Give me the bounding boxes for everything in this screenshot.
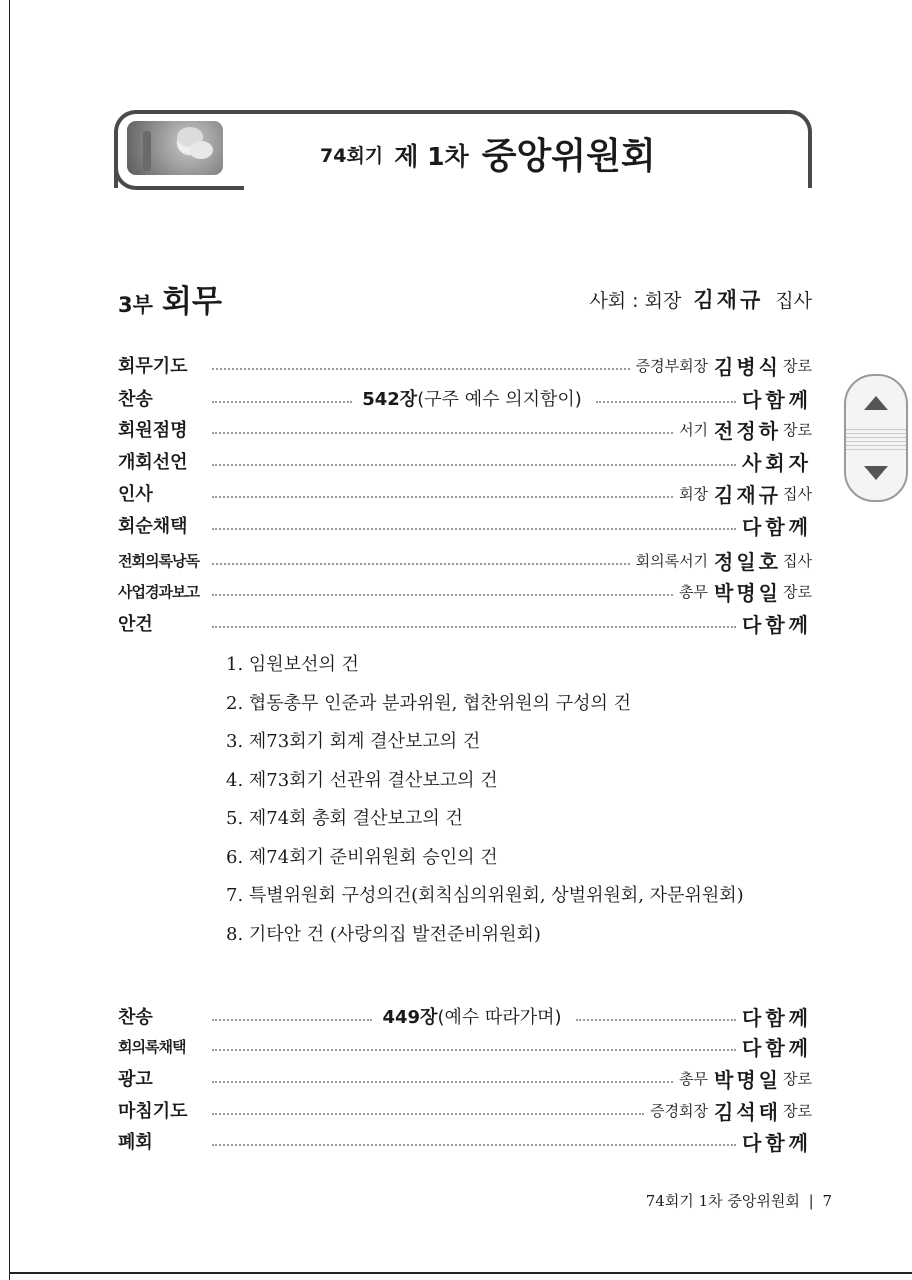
program-row-minutes-reading <box>118 545 812 575</box>
page-footer <box>646 1190 832 1211</box>
title-session: 74회기 <box>320 145 384 167</box>
title-meeting-no: 제 1차 <box>394 142 469 171</box>
hymn-info <box>382 1003 561 1029</box>
row-person: 김석태 <box>714 1099 782 1124</box>
page-number: 7 <box>822 1192 832 1210</box>
dot-leader <box>212 401 352 403</box>
section-heading <box>118 276 222 321</box>
dot-leader <box>212 496 673 498</box>
program-row-progress-report <box>118 576 812 606</box>
row-role: 증경부회장 <box>635 356 709 375</box>
section-name: 회무 <box>162 284 222 320</box>
row-person: 정일호 <box>714 549 782 574</box>
page-left-border <box>9 0 10 1280</box>
row-label: 회순채택 <box>118 516 188 537</box>
program-row-prayer <box>118 350 812 380</box>
agenda-item: 1. 임원보선의 건 <box>226 654 359 675</box>
row-all: 다함께 <box>742 514 812 539</box>
row-person: 김병식 <box>714 354 782 379</box>
dot-leader <box>212 1081 673 1083</box>
row-label: 찬송 <box>118 1007 153 1028</box>
agenda-item: 2. 협동총무 인준과 분과위원, 협찬위원의 구성의 건 <box>226 692 631 714</box>
hymn-number: 542장 <box>362 389 418 410</box>
row-person: 박명일 <box>714 1067 782 1092</box>
hymn-info <box>362 385 582 411</box>
row-role: 총무 <box>679 582 709 601</box>
dot-leader <box>212 1049 736 1051</box>
row-person: 박명일 <box>714 580 782 605</box>
row-suffix: 장로 <box>783 582 812 601</box>
agenda-item: 5. 제74회 총회 결산보고의 건 <box>226 808 463 829</box>
dot-leader <box>212 594 673 596</box>
dot-leader <box>212 368 630 370</box>
row-label: 회의록채택 <box>118 1037 186 1056</box>
agenda-item: 8. 기타안 건 (사랑의집 발전준비위원회) <box>226 923 541 945</box>
closing-row-adjourn <box>118 1126 812 1156</box>
dot-leader <box>212 1113 644 1115</box>
scroll-grip[interactable] <box>846 426 906 452</box>
closing-row-minutes-adopt <box>118 1031 812 1061</box>
dot-leader <box>212 563 630 565</box>
hymn-title: (구주 예수 의지함이) <box>417 389 582 410</box>
presider-line <box>589 284 812 314</box>
dot-leader <box>212 464 736 466</box>
agenda-item: 7. 특별위원회 구성의건(회칙심의위원회, 상벌위원회, 자문위원회) <box>226 885 744 906</box>
dot-leader <box>212 1019 372 1021</box>
program-row-opening <box>118 446 812 476</box>
row-label: 사업경과보고 <box>118 582 199 601</box>
dot-leader <box>576 1019 736 1021</box>
closing-row-closing-prayer <box>118 1095 812 1125</box>
row-suffix: 집사 <box>783 484 812 503</box>
page-bottom-border <box>9 1272 912 1274</box>
program-row-rollcall <box>118 414 812 444</box>
row-role: 총무 <box>679 1069 709 1088</box>
row-suffix: 장로 <box>783 420 812 439</box>
dot-leader <box>212 528 736 530</box>
closing-row-hymn <box>118 1001 812 1031</box>
program-row-agenda-adopt <box>118 510 812 540</box>
agenda-list <box>226 650 744 958</box>
hymn-number: 449장 <box>382 1007 438 1028</box>
row-label: 인사 <box>118 484 153 505</box>
row-all: 다함께 <box>742 612 812 637</box>
presider-label: 사회 : 회장 <box>589 290 682 312</box>
presider-name: 김재규 <box>693 288 764 312</box>
row-role: 증경회장 <box>650 1101 709 1120</box>
row-person: 김재규 <box>714 482 782 507</box>
hymn-title: (예수 따라가며) <box>437 1007 562 1028</box>
dot-leader <box>212 432 673 434</box>
row-label: 광고 <box>118 1069 153 1090</box>
page-scroll-widget <box>844 374 908 502</box>
row-person: 전정하 <box>714 418 782 443</box>
triangle-up-icon[interactable] <box>864 396 888 410</box>
row-label: 개회선언 <box>118 452 188 473</box>
footer-text: 74회기 1차 중앙위원회 <box>645 1192 800 1210</box>
footer-separator: | <box>808 1192 814 1210</box>
closing-row-announcement <box>118 1063 812 1093</box>
row-role: 서기 <box>679 420 709 439</box>
agenda-item: 4. 제73회기 선관위 결산보고의 건 <box>226 769 498 791</box>
program-row-hymn <box>118 383 812 413</box>
presider-title: 집사 <box>775 290 812 312</box>
header-flower-image <box>127 121 223 175</box>
row-role: 회의록서기 <box>635 551 709 570</box>
row-label: 폐회 <box>118 1132 153 1153</box>
agenda-item: 6. 제74회기 준비위원회 승인의 건 <box>226 846 498 868</box>
dot-leader <box>212 626 736 628</box>
row-label: 찬송 <box>118 389 153 410</box>
row-label: 마침기도 <box>118 1101 188 1122</box>
row-suffix: 집사 <box>783 551 812 570</box>
row-suffix: 장로 <box>783 1101 812 1120</box>
row-suffix: 장로 <box>783 356 812 375</box>
row-label: 전회의록낭독 <box>118 551 199 570</box>
page-title <box>320 128 656 179</box>
row-all: 다함께 <box>742 1035 812 1060</box>
program-row-greeting <box>118 478 812 508</box>
row-suffix: 장로 <box>783 1069 812 1088</box>
agenda-item: 3. 제73회기 회계 결산보고의 건 <box>226 731 481 752</box>
row-label: 안건 <box>118 614 153 635</box>
program-row-agenda <box>118 608 812 638</box>
row-role: 회장 <box>679 484 709 503</box>
row-all: 다함께 <box>742 1005 813 1030</box>
triangle-down-icon[interactable] <box>864 466 888 480</box>
row-label: 회원점명 <box>118 420 188 441</box>
row-all: 다함께 <box>742 1130 812 1155</box>
dot-leader <box>596 401 736 403</box>
title-main: 중앙위원회 <box>481 136 656 177</box>
row-all: 다함께 <box>742 387 812 412</box>
dot-leader <box>212 1144 736 1146</box>
section-part: 3부 <box>118 293 153 317</box>
row-label: 회무기도 <box>118 356 188 377</box>
row-all: 사회자 <box>742 450 812 475</box>
